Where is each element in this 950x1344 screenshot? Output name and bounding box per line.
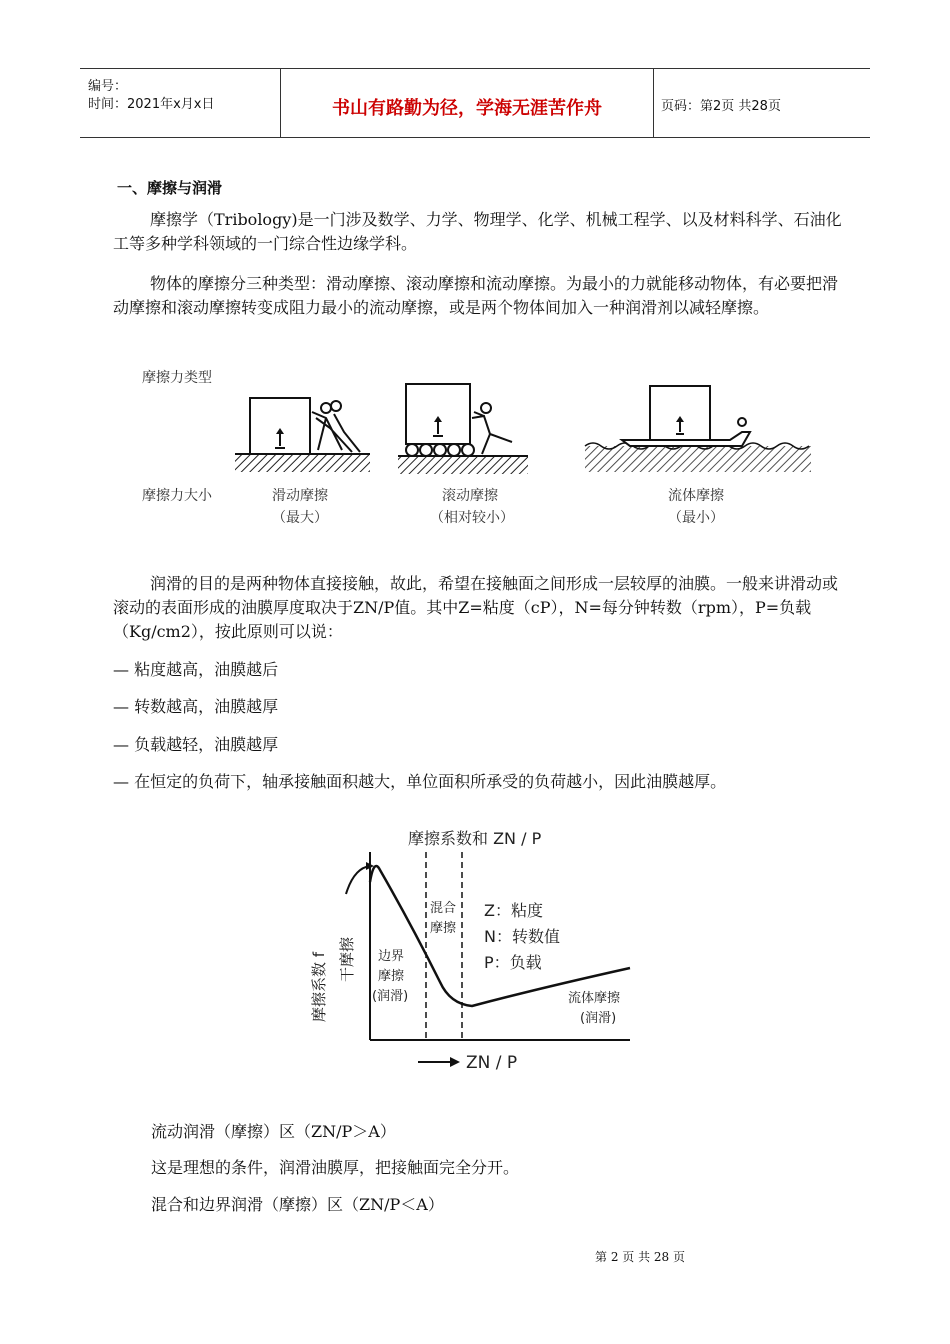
fluid-lubrication-zone-heading: 流动润滑（摩擦）区（ZN/P＞A） <box>151 1122 396 1141</box>
friction-types-figure <box>130 362 820 542</box>
bullet-contact-area: — 在恒定的负荷下，轴承接触面积越大，单位面积所承受的负荷越小，因此油膜越厚。 <box>113 772 727 791</box>
header-motto-cell <box>280 69 654 137</box>
paragraph-tribology: 摩擦学（Tribology)是一门涉及数学、力学、物理学、化学、机械工程学、以及材料科学、石油化工等多种学科领域的一门综合性边缘学科。 <box>113 210 842 253</box>
header-meta-cell <box>80 69 280 137</box>
dry-friction-arrow <box>346 866 370 894</box>
stribeck-title: 摩擦系数和 ZN / P <box>408 829 542 848</box>
fluid-zone-label-2: (润滑) <box>580 1011 617 1026</box>
sliding-friction-label: 滑动摩擦 <box>272 488 328 504</box>
sliding-friction-size: （最大） <box>272 510 328 526</box>
y-axis-label: 摩擦系数 f <box>310 951 328 1022</box>
legend-z: Z：粘度 <box>484 901 543 920</box>
legend-p: P：负载 <box>484 953 542 972</box>
fluid-friction-illustration <box>585 386 811 472</box>
header-motto: 书山有路勤为径，学海无涯苦作舟 <box>332 98 602 119</box>
paragraph-friction-types: 物体的摩擦分三种类型：滑动摩擦、滚动摩擦和流动摩擦。为最小的力就能移动物体，有必要把滑动摩擦和滚动摩擦转变成阻力最小的流动摩擦，或是两个物体间加入一种润滑剂以减轻摩擦。 <box>113 274 839 317</box>
figure1-type-row-label: 摩擦力类型 <box>142 370 212 386</box>
sliding-friction-illustration <box>235 398 370 472</box>
fluid-friction-label: 流体摩擦 <box>668 488 724 504</box>
fluid-friction-size: （最小） <box>668 510 724 526</box>
page-header <box>80 68 870 138</box>
page-footer: 第 2 页 共 28 页 <box>595 1250 685 1264</box>
rolling-friction-illustration <box>398 384 528 474</box>
figure1-size-row-label: 摩擦力大小 <box>142 488 212 504</box>
legend-n: N：转数值 <box>484 927 560 946</box>
boundary-zone-label-1: 边界 <box>378 949 405 964</box>
header-page-label: 页码：第2页 共28页 <box>661 99 781 114</box>
header-page-cell <box>653 69 870 137</box>
rolling-friction-label: 滚动摩擦 <box>442 488 498 504</box>
dry-friction-label: 干摩擦 <box>338 936 356 982</box>
mixed-zone-label-2: 摩擦 <box>430 921 457 936</box>
section-title: 一、摩擦与润滑 <box>117 179 223 197</box>
boundary-zone-label-2: 摩擦 <box>378 969 405 984</box>
y-axis-label-group <box>310 951 328 1022</box>
rolling-friction-size: （相对较小） <box>430 510 514 526</box>
paragraph-lubrication-purpose: 润滑的目的是两种物体直接接触，故此，希望在接触面之间形成一层较厚的油膜。一般来讲滑动或滚动的表面形成的油膜厚度取决于ZN/P值。其中Z=粘度（cP），N=每分钟转数（rpm），P=负载（Kg/cm2），按此原则可以说： <box>113 574 839 641</box>
mixed-zone-label-1: 混合 <box>430 901 457 916</box>
bullet-load: — 负载越轻，油膜越厚 <box>113 735 279 754</box>
fluid-lubrication-description: 这是理想的条件，润滑油膜厚，把接触面完全分开。 <box>151 1158 520 1177</box>
header-number-label: 编号： <box>88 79 128 94</box>
mixed-boundary-zone-heading: 混合和边界润滑（摩擦）区（ZN/P＜A） <box>151 1195 444 1214</box>
bullet-viscosity: — 粘度越高，油膜越后 <box>113 660 279 679</box>
boundary-zone-label-3: (润滑) <box>372 989 409 1004</box>
dry-friction-label-group <box>338 937 356 982</box>
fluid-zone-label-1: 流体摩擦 <box>568 991 621 1006</box>
x-axis-label: ZN / P <box>466 1053 518 1073</box>
bullet-speed: — 转数越高，油膜越厚 <box>113 697 279 716</box>
stribeck-curve-figure <box>300 822 670 1082</box>
header-date-label: 时间：2021年x月x日 <box>88 97 215 112</box>
